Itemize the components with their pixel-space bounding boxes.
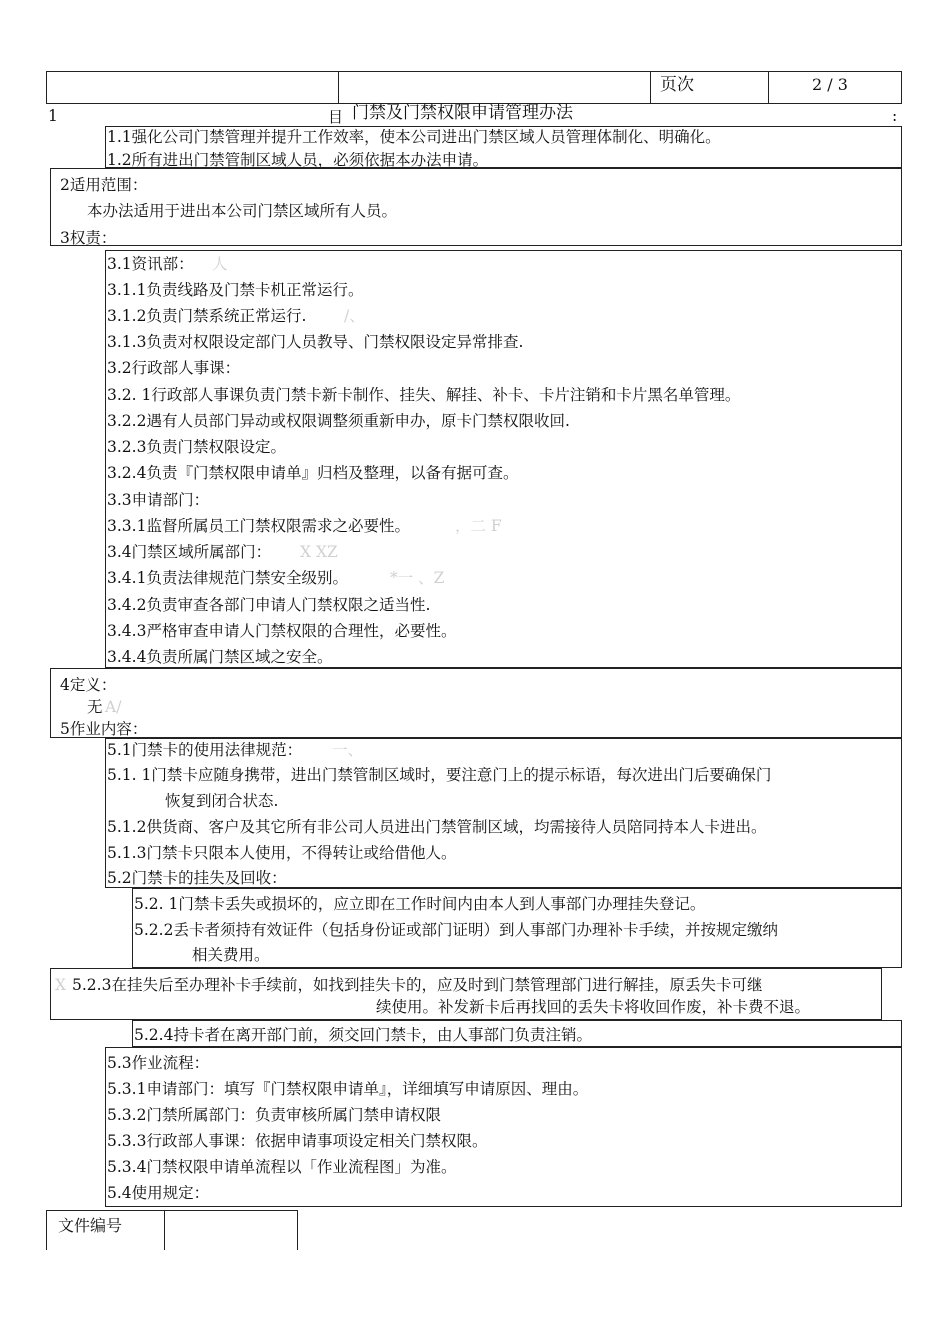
mu-char: 目 <box>328 108 344 126</box>
duty-ghost-mark: /、 <box>344 307 365 325</box>
page-value: 2 / 3 <box>812 75 848 94</box>
work-5-2-2: 5.2.2丢卡者须持有效证件（包括身份证或部门证明）到人事部门办理补卡手续，并按规定缴纳 <box>134 921 778 939</box>
header-table <box>46 71 902 104</box>
work-5-1-3: 5.1.3门禁卡只限本人使用，不得转让或给借他人。 <box>107 844 457 862</box>
document-title: 门禁及门禁权限申请管理办法 <box>352 103 573 123</box>
duty-item: 3.1资讯部： <box>107 255 194 273</box>
duty-heading: 3权责： <box>60 229 117 247</box>
duty-item: 3.4.2负责审查各部门申请人门禁权限之适当性. <box>107 596 431 614</box>
duty-item: 3.2.3负责门禁权限设定。 <box>107 438 286 456</box>
duty-ghost-mark: 人 <box>212 255 228 273</box>
header-divider <box>650 71 651 104</box>
work-5-3-box <box>105 1047 902 1207</box>
duty-item: 3.1.2负责门禁系统正常运行. <box>107 307 307 325</box>
work-ghost-mark: X <box>55 976 67 994</box>
work-5-3-1: 5.3.1申请部门：填写『门禁权限申请单』，详细填写申请原因、理由。 <box>107 1080 589 1098</box>
scope-heading: 2适用范围： <box>60 176 148 194</box>
work-5-3-3: 5.3.3行政部人事课：依据申请事项设定相关门禁权限。 <box>107 1132 488 1150</box>
duty-item: 3.4.1负责法律规范门禁安全级别。 <box>107 569 348 587</box>
work-5-1-box <box>105 738 902 888</box>
header-divider <box>338 71 339 104</box>
duty-ghost-mark: ，二 F <box>455 517 502 535</box>
purpose-1-1: 1.1强化公司门禁管理并提升工作效率，使本公司进出门禁区域人员管理体制化、明确化。 <box>107 128 721 146</box>
work-5-3-4: 5.3.4门禁权限申请单流程以「作业流程图」为准。 <box>107 1158 457 1176</box>
work-5-4: 5.4使用规定： <box>107 1184 210 1202</box>
work-5-1-1-cont: 恢复到闭合状态. <box>165 792 279 810</box>
left-number: 1 <box>48 107 58 125</box>
work-5-1-1: 5.1. 1门禁卡应随身携带，进出门禁管制区域时，要注意门上的提示标语，每次进出门后要确保门 <box>107 766 772 784</box>
work-5-1: 5.1门禁卡的使用法律规范： <box>107 741 303 759</box>
duty-item: 3.1.1负责线路及门禁卡机正常运行。 <box>107 281 364 299</box>
footer-divider <box>164 1210 165 1250</box>
work-5-2-3: 5.2.3在挂失后至办理补卡手续前，如找到挂失卡的，应及时到门禁管理部门进行解挂，原丢失卡可继 <box>72 976 763 994</box>
duty-item: 3.2. 1行政部人事课负责门禁卡新卡制作、挂失、解挂、补卡、卡片注销和卡片黑名单管理。 <box>107 386 741 404</box>
definition-ghost-mark: A/ <box>105 698 122 716</box>
header-divider <box>768 71 769 104</box>
work-5-3: 5.3作业流程： <box>107 1054 210 1072</box>
duty-item: 3.1.3负责对权限设定部门人员教导、门禁权限设定异常排查. <box>107 333 524 351</box>
duty-item: 3.2.2遇有人员部门异动或权限调整须重新申办，原卡门禁权限收回. <box>107 412 570 430</box>
page-label: 页次 <box>660 75 694 95</box>
purpose-1-2: 1.2所有进出门禁管制区域人员，必须依据本办法申请。 <box>107 151 489 169</box>
duty-ghost-mark: *一 、Z <box>390 569 445 587</box>
work-5-2-3-cont: 续使用。补发新卡后再找回的丢失卡将收回作废，补卡费不退。 <box>376 998 811 1016</box>
doc-number-label: 文件编号 <box>58 1216 123 1235</box>
definition-heading: 4定义： <box>60 676 117 694</box>
work-5-2: 5.2门禁卡的挂失及回收： <box>107 869 287 887</box>
scope-text: 本办法适用于进出本公司门禁区域所有人员。 <box>87 202 398 220</box>
duty-item: 3.2行政部人事课： <box>107 359 241 377</box>
duty-item: 3.4.4负责所属门禁区域之安全。 <box>107 648 333 666</box>
duty-item: 3.2.4负责『门禁权限申请单』归档及整理，以备有据可查。 <box>107 464 519 482</box>
definition-box <box>50 668 902 738</box>
duty-item: 3.3.1监督所属员工门禁权限需求之必要性。 <box>107 517 410 535</box>
duty-item: 3.4门禁区域所属部门： <box>107 543 272 561</box>
duty-item: 3.4.3严格审查申请人门禁权限的合理性，必要性。 <box>107 622 457 640</box>
work-5-3-2: 5.3.2门禁所属部门：负责审核所属门禁申请权限 <box>107 1106 441 1124</box>
work-heading: 5作业内容： <box>60 720 148 738</box>
work-5-2-2-cont: 相关费用。 <box>192 946 270 964</box>
work-ghost-mark: 一、 <box>332 741 364 759</box>
work-5-2-4: 5.2.4持卡者在离开部门前，须交回门禁卡，由人事部门负责注销。 <box>134 1026 592 1044</box>
right-colon: : <box>892 107 898 125</box>
duty-ghost-mark: X XZ <box>300 543 338 561</box>
duty-item: 3.3申请部门： <box>107 491 210 509</box>
definition-text: 无 <box>87 698 103 716</box>
work-5-1-2: 5.1.2供货商、客户及其它所有非公司人员进出门禁管制区域，均需接待人员陪同持本人卡进出。 <box>107 818 767 836</box>
work-5-2-1: 5.2. 1门禁卡丢失或损坏的，应立即在工作时间内由本人到人事部门办理挂失登记。 <box>134 895 706 913</box>
